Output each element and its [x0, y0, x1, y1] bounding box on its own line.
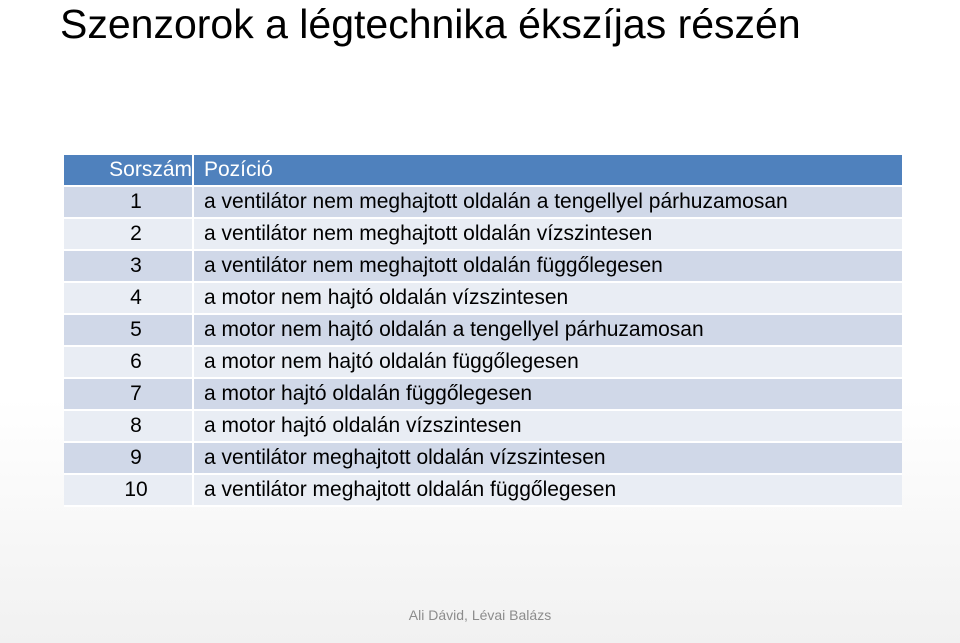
row-position: a ventilátor meghajtott oldalán vízszintesen — [192, 443, 902, 475]
header-pozicio: Pozíció — [192, 155, 902, 187]
row-position: a motor nem hajtó oldalán a tengellyel párhuzamosan — [192, 315, 902, 347]
row-number: 7 — [64, 379, 192, 411]
table-row — [64, 379, 902, 411]
row-position: a motor hajtó oldalán vízszintesen — [192, 411, 902, 443]
row-number: 3 — [64, 251, 192, 283]
sensor-table — [64, 155, 902, 507]
table-header-row — [64, 155, 902, 187]
row-number: 10 — [64, 475, 192, 507]
slide-title: Szenzorok a légtechnika ékszíjas részén — [60, 1, 801, 47]
row-position: a motor nem hajtó oldalán vízszintesen — [192, 283, 902, 315]
row-number: 6 — [64, 347, 192, 379]
table-row — [64, 251, 902, 283]
row-number: 4 — [64, 283, 192, 315]
table-row — [64, 443, 902, 475]
row-number: 9 — [64, 443, 192, 475]
row-number: 1 — [64, 187, 192, 219]
row-position: a motor hajtó oldalán függőlegesen — [192, 379, 902, 411]
row-number: 5 — [64, 315, 192, 347]
table-row — [64, 187, 902, 219]
row-position: a ventilátor nem meghajtott oldalán függőlegesen — [192, 251, 902, 283]
table-row — [64, 347, 902, 379]
row-position: a ventilátor nem meghajtott oldalán vízszintesen — [192, 219, 902, 251]
row-position: a ventilátor meghajtott oldalán függőlegesen — [192, 475, 902, 507]
row-position: a ventilátor nem meghajtott oldalán a tengellyel párhuzamosan — [192, 187, 902, 219]
table-row — [64, 283, 902, 315]
row-number: 2 — [64, 219, 192, 251]
table-row — [64, 411, 902, 443]
table-row — [64, 315, 902, 347]
footer-authors: Ali Dávid, Lévai Balázs — [408, 607, 552, 623]
table-row — [64, 219, 902, 251]
row-number: 8 — [64, 411, 192, 443]
row-position: a motor nem hajtó oldalán függőlegesen — [192, 347, 902, 379]
header-sorszam: Sorszám — [64, 155, 192, 187]
table-row — [64, 475, 902, 507]
sensor-table-container — [64, 155, 902, 507]
